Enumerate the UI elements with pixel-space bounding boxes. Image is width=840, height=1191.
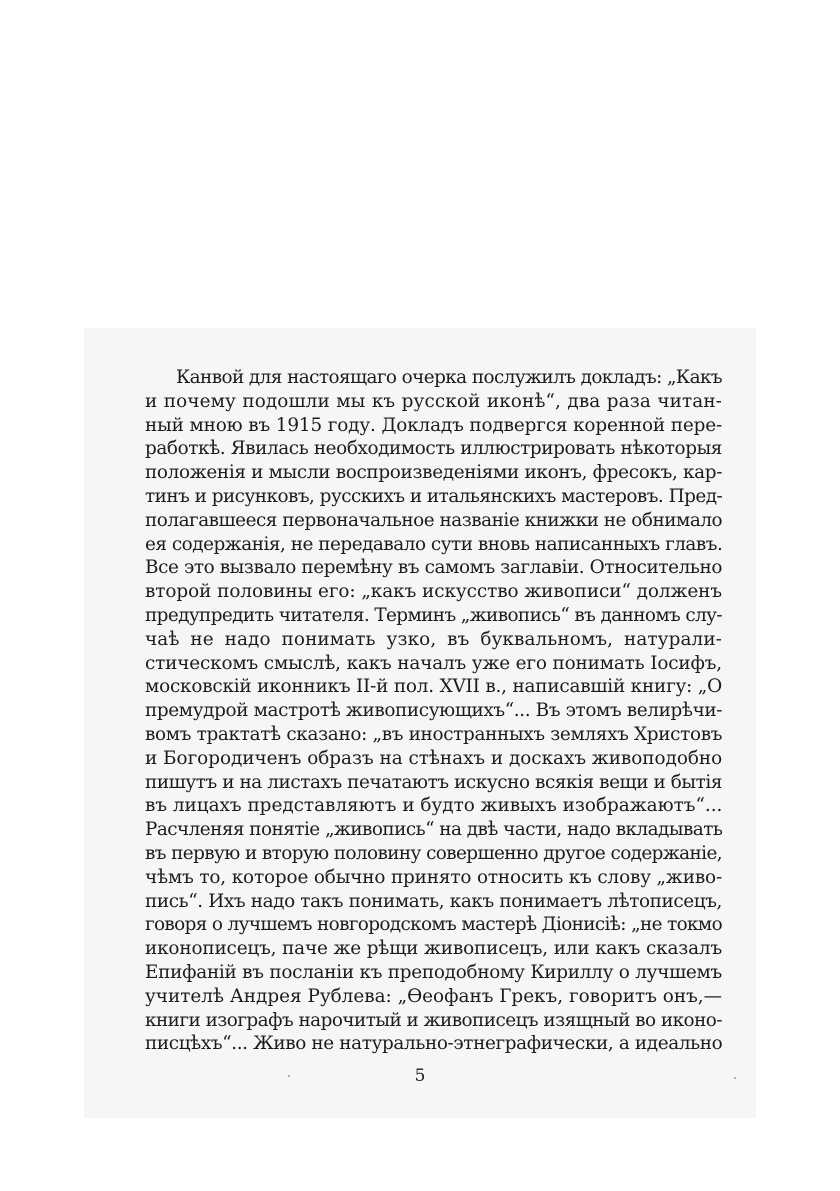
body-text: [145, 366, 722, 1056]
text-line-4: работкѣ. Явилась необходимость иллюстрировать нѣкоторыя: [145, 438, 722, 460]
text-line-20: Расчленяя понятіе „живопись“ на двѣ части, надо вкладывать: [145, 819, 723, 841]
text-line-29: писцѣхъ“... Живо не натурально-этнеграфически, а идеально: [145, 1033, 723, 1055]
text-line-9: Все это вызвало перемѣну въ самомъ заглавіи. Относительно: [145, 557, 722, 579]
text-line-15: премудрой мастротѣ живописующихъ“... Въ этомъ велирѣчи-: [145, 700, 723, 722]
text-line-8: ея содержанія, не передавало сути вновь написанныхъ главъ.: [145, 533, 723, 555]
text-line-19: въ лицахъ представляютъ и будто живыхъ изображаютъ“...: [145, 795, 723, 817]
text-line-1: Канвой для настоящаго очерка послужилъ докладъ: „Какъ: [176, 367, 722, 388]
text-line-7: полагавшееся первоначальное названіе книжки не обнимало: [145, 509, 723, 531]
text-line-21: въ первую и вторую половину совершенно другое содержаніе,: [145, 842, 722, 864]
text-line-14: московскій иконникъ II-й пол. XVII в., написавшій книгу: „О: [145, 676, 722, 698]
page-number: 5: [414, 1066, 426, 1086]
text-line-13: стическомъ смыслѣ, какъ началъ уже его понимать Іосифъ,: [145, 652, 722, 674]
text-line-25: иконописецъ, паче же рѣщи живописецъ, или какъ сказалъ: [145, 938, 722, 960]
text-line-27: учителѣ Андрея Рублева: „Ѳеофанъ Грекъ, говоритъ онъ,—: [145, 985, 722, 1007]
text-line-24: говоря о лучшемъ новгородскомъ мастерѣ Діонисіѣ: „не токмо: [145, 914, 722, 936]
text-line-18: пишутъ и на листахъ печатаютъ искусно всякія вещи и бытія: [145, 771, 722, 793]
text-line-17: и Богородиченъ образъ на стѣнахъ и доскахъ живоподобно: [145, 747, 723, 769]
text-line-16: вомъ трактатѣ сказано: „въ иностранныхъ земляхъ Христовъ: [145, 723, 723, 745]
text-line-22: чѣмъ то, которое обычно принято относить къ слову „живо-: [145, 866, 723, 888]
text-line-26: Епифаній въ посланіи къ преподобному Кириллу о лучшемъ: [145, 961, 722, 983]
text-line-5: положенія и мысли воспроизведеніями иконъ, фресокъ, кар-: [145, 462, 723, 484]
text-line-12: чаѣ не надо понимать узко, въ буквальномъ, натурали-: [145, 628, 722, 650]
print-speck: [288, 1075, 290, 1077]
print-speck: [734, 1077, 736, 1079]
text-line-3: ный мною въ 1915 году. Докладъ подвергся коренной пере-: [145, 414, 723, 436]
text-line-11: предупредить читателя. Терминъ „живопись“ въ данномъ слу-: [145, 604, 723, 626]
text-line-2: и почему подошли мы къ русской иконѣ“, два раза читан-: [145, 390, 722, 412]
text-line-28: книги изографъ нарочитый и живописецъ изящный во иконо-: [145, 1009, 722, 1031]
text-line-23: пись“. Ихъ надо такъ понимать, какъ понимаетъ лѣтописецъ,: [145, 890, 722, 912]
text-line-6: тинъ и рисунковъ, русскихъ и итальянскихъ мастеровъ. Пред-: [145, 485, 723, 507]
text-line-10: второй половины его: „какъ искусство живописи“ долженъ: [145, 581, 722, 603]
